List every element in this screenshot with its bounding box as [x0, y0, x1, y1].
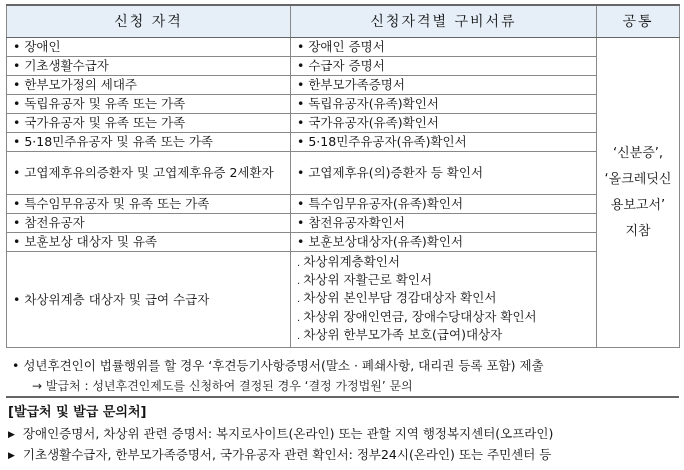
qualification-cell: • 기초생활수급자: [7, 57, 291, 76]
header-common: 공통: [597, 5, 680, 38]
issuance-line: [8, 424, 553, 445]
document-cell: • 장애인 증명서: [291, 38, 597, 57]
qualification-cell: • 차상위계층 대상자 및 급여 수급자: [7, 252, 291, 348]
issuer-note: → 발급처 : 성년후견인제도를 신청하여 결정된 경우 ‘결정 가정법원’ 문의: [32, 379, 413, 393]
qualification-cell: • 국가유공자 및 유족 또는 가족: [7, 114, 291, 133]
common-line: ‘신분증’,: [612, 145, 664, 161]
table-row: [7, 252, 680, 348]
document-cell: • 국가유공자(유족)확인서: [291, 114, 597, 133]
document-sub-item: . 차상위계층확인서: [297, 254, 590, 272]
guardian-note: [6, 356, 679, 376]
table-header-row: [7, 5, 680, 38]
common-line: ‘올크레딧신: [604, 171, 672, 187]
qualification-cell: • 독립유공자 및 유족 또는 가족: [7, 95, 291, 114]
triangle-right-icon: ▶: [8, 451, 15, 461]
issuance-line-text: 기초생활수급자, 한부모가족증명서, 국가유공자 관련 확인서: 정부24시(온라인) 또는 주민센터 등: [22, 447, 552, 462]
bullet-icon: [12, 358, 23, 373]
header-documents: 신청자격별 구비서류: [291, 5, 597, 38]
table-row: [7, 195, 680, 214]
table-row: [7, 114, 680, 133]
document-list-cell: [291, 252, 597, 348]
common-line: 용보고서’: [610, 197, 666, 213]
qualification-cell: • 고엽제후유의증환자 및 고엽제후유증 2세환자: [7, 152, 291, 195]
qualification-cell: • 한부모가정의 세대주: [7, 76, 291, 95]
issuance-line-text: 장애인증명서, 차상위 관련 증명서: 복지로사이트(온라인) 또는 관할 지역 행정복지센터(오프라인): [22, 426, 554, 441]
qualification-cell: • 참전유공자: [7, 214, 291, 233]
table-row: [7, 233, 680, 252]
document-cell: • 독립유공자(유족)확인서: [291, 95, 597, 114]
qualification-cell: • 장애인: [7, 38, 291, 57]
common-cell: [597, 38, 680, 348]
document-cell: • 특수임무유공자(유족)확인서: [291, 195, 597, 214]
document-cell: • 보훈보상대상자(유족)확인서: [291, 233, 597, 252]
qualification-cell: • 특수임무유공자 및 유족 또는 가족: [7, 195, 291, 214]
table-row: [7, 133, 680, 152]
document-sub-item: . 차상위 한부모가족 보호(급여)대상자: [297, 327, 590, 345]
requirements-table: [6, 4, 680, 348]
document-cell: • 한부모가족증명서: [291, 76, 597, 95]
issuance-title: [발급처 및 발급 문의처]: [8, 405, 147, 420]
guardian-note-text: 성년후견인이 법률행위를 할 경우 ‘후견등기사항증명서(말소 · 폐쇄사항, 대리권 등록 포함) 제출: [23, 358, 544, 373]
common-line: 지참: [625, 223, 651, 239]
qualification-cell: • 보훈보상 대상자 및 유족: [7, 233, 291, 252]
triangle-right-icon: ▶: [8, 430, 15, 440]
notes-box: [6, 356, 679, 398]
qualification-cell: • 5·18민주유공자 및 유족 또는 가족: [7, 133, 291, 152]
document-sub-item: . 차상위 장애인연금, 장애수당대상자 확인서: [297, 309, 590, 327]
table-row: [7, 76, 680, 95]
table-row: [7, 95, 680, 114]
table-row: [7, 214, 680, 233]
document-cell: • 수급자 증명서: [291, 57, 597, 76]
table-row: [7, 57, 680, 76]
document-cell: • 5·18민주유공자(유족)확인서: [291, 133, 597, 152]
document-sub-item: . 차상위 자활근로 확인서: [297, 272, 590, 290]
document-cell: • 참전유공자확인서: [291, 214, 597, 233]
issuance-line: [8, 445, 551, 466]
table-row: [7, 152, 680, 195]
document-cell: • 고엽제후유(의)증환자 등 확인서: [291, 152, 597, 195]
header-qualification: 신청 자격: [7, 5, 291, 38]
table-row: [7, 38, 680, 57]
document-sub-item: . 차상위 본인부담 경감대상자 확인서: [297, 290, 590, 308]
